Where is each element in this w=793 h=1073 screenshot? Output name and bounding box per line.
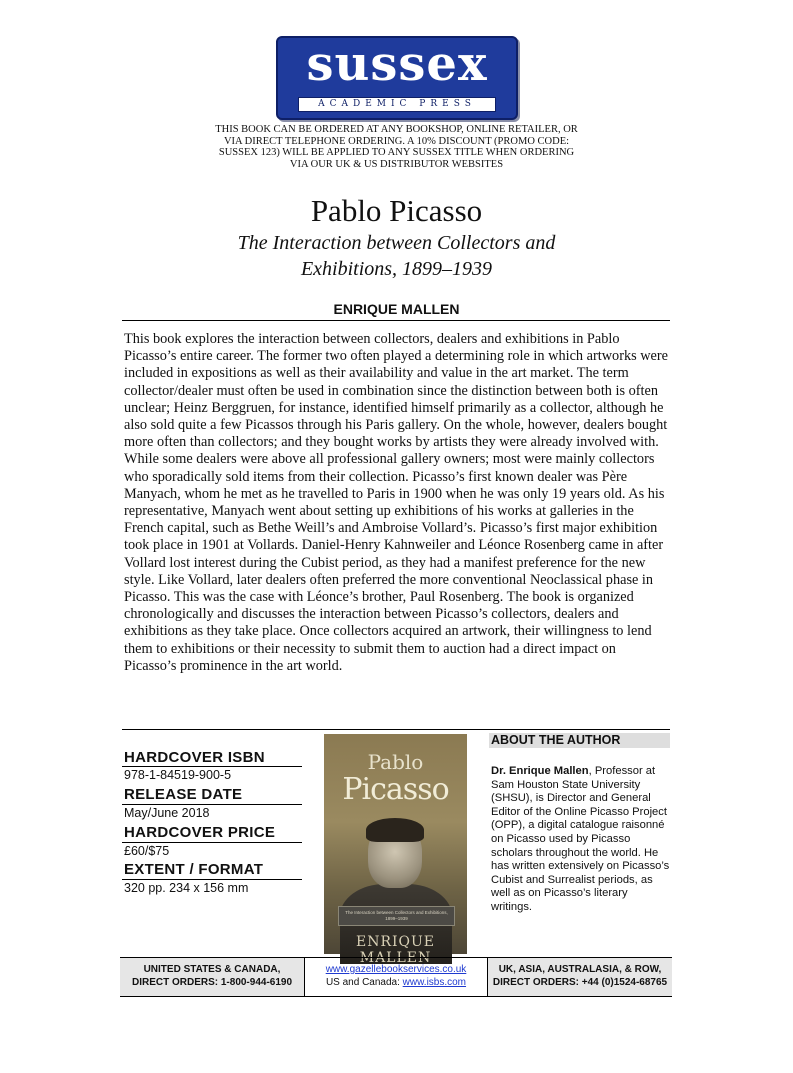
- author-bio: , Professor at Sam Houston State University (SHSU), is Director and General Editor of the Online Picasso Project (OPP), a digital catalogue raisonné on Picasso used by Picasso scholars throughout the world. He has written extensively on Picasso’s Cubist and Surrealist periods, as well as on Picasso’s literary writings.: [491, 765, 670, 913]
- price-label: HARDCOVER PRICE: [124, 824, 276, 841]
- about-author-heading: ABOUT THE AUTHOR: [489, 733, 670, 748]
- subtitle-line-2: Exhibitions, 1899–1939: [300, 258, 493, 280]
- ordering-note: THIS BOOK CAN BE ORDERED AT ANY BOOKSHOP, ONLINE RETAILER, OR VIA DIRECT TELEPHONE ORDERING. A 10% DISCOUNT (PROMO CODE: SUSSEX 123) WILL BE APPLIED TO ANY SUSSEX TITLE WHEN ORDERING VIA OUR UK & US DISTRIBUTOR WEBSITES: [215, 124, 578, 170]
- ordering-footer: [120, 957, 672, 997]
- about-author-text: [491, 765, 671, 915]
- gazelle-link[interactable]: www.gazellebookservices.co.uk: [325, 964, 467, 975]
- footer-left-line-2: DIRECT ORDERS: 1-800-944-6190: [131, 977, 293, 988]
- release-date-value: May/June 2018: [124, 806, 210, 820]
- cover-portrait-hair: [366, 818, 424, 842]
- book-title: Pablo Picasso: [310, 193, 483, 228]
- cover-title-line-1: Pablo: [367, 750, 424, 774]
- book-description: This book explores the interaction between collectors, dealers and exhibitions in Pablo Picasso’s entire career. The former two often played a determining role in which artworks were included in expositions as well as their availability and value in the art market. The term collector/dealer must often be used in combination since the distinction between both is often unclear; Heinz Berggruen, for instance, identified himself primarily as a collector, although he also sold quite a few Picassos through his Paris gallery. On the whole, however, dealers bought more often than collectors; and they bought works by artists they were already involved with. While some dealers were above all professional gallery owners; most were mainly collectors who sporadically sold items from their collection. Picasso’s first known dealer was Père Manyach, whom he met as he travelled to Paris in 1900 when he was only 19 years old. As his representative, Manyach went about setting up exhibitions of his works at galleries in the French capital, such as Bethe Weill’s and Ambroise Vollard’s. Picasso’s first major exhibition took place in 1901 at Vollards. Daniel-Henry Kahnweiler and Léonce Rosenberg came in after Vollard lost interest during the Cubist period, as they had a manifest preference for the new style. Like Vollard, later dealers often preferred the more conventional Neoclassical phase in Picasso. This was the case with Léonce’s brother, Paul Rosenberg. The book is organized chronologically and discusses the interaction between Picasso’s collectors, dealers and exhibitions as they take place. Once collectors acquired an artwork, their willingness to lend them to exhibitions or their necessity to submit them to auction had a direct impact on Picasso’s prominence in the art world.: [124, 331, 669, 674]
- cover-title-line-2: Picasso: [342, 772, 449, 807]
- book-subtitle: [200, 230, 593, 282]
- book-cover-image: [324, 734, 467, 966]
- divider: [122, 842, 302, 843]
- price-value: £60/$75: [124, 844, 170, 858]
- divider: [122, 320, 670, 321]
- footer-uk-row: [488, 958, 672, 996]
- publisher-logo: [276, 36, 518, 120]
- divider: [122, 804, 302, 805]
- divider: [122, 879, 302, 880]
- isbn-value: 978-1-84519-900-5: [124, 768, 232, 782]
- subtitle-line-1: The Interaction between Collectors and: [237, 232, 556, 254]
- footer-right-line-1: UK, ASIA, AUSTRALASIA, & ROW,: [498, 964, 662, 975]
- cover-strip-text: The Interaction between Collectors and Exhibitions, 1899–1939: [345, 910, 448, 921]
- logo-band: [298, 97, 496, 112]
- isbn-label: HARDCOVER ISBN: [124, 749, 265, 766]
- extent-label: EXTENT / FORMAT: [124, 861, 264, 878]
- footer-left-line-1: UNITED STATES & CANADA,: [143, 964, 281, 975]
- divider: [122, 729, 670, 730]
- release-date-label: RELEASE DATE: [124, 786, 243, 803]
- book-author: ENRIQUE MALLEN: [333, 301, 460, 317]
- footer-us-canada: [120, 958, 304, 996]
- author-name: Dr. Enrique Mallen: [491, 765, 589, 777]
- us-canada-prefix: US and Canada:: [325, 977, 403, 988]
- extent-value: 320 pp. 234 x 156 mm: [124, 881, 249, 895]
- logo-wordmark: sussex: [306, 36, 488, 92]
- logo-subtitle: ACADEMIC PRESS: [318, 99, 476, 109]
- cover-subtitle-strip: [338, 906, 455, 926]
- divider: [122, 766, 302, 767]
- footer-right-line-2: DIRECT ORDERS: +44 (0)1524-68765: [492, 977, 668, 988]
- cover-author: ENRIQUE MALLEN: [355, 934, 436, 966]
- isbs-link[interactable]: www.isbs.com: [402, 977, 467, 988]
- footer-websites: [304, 958, 488, 996]
